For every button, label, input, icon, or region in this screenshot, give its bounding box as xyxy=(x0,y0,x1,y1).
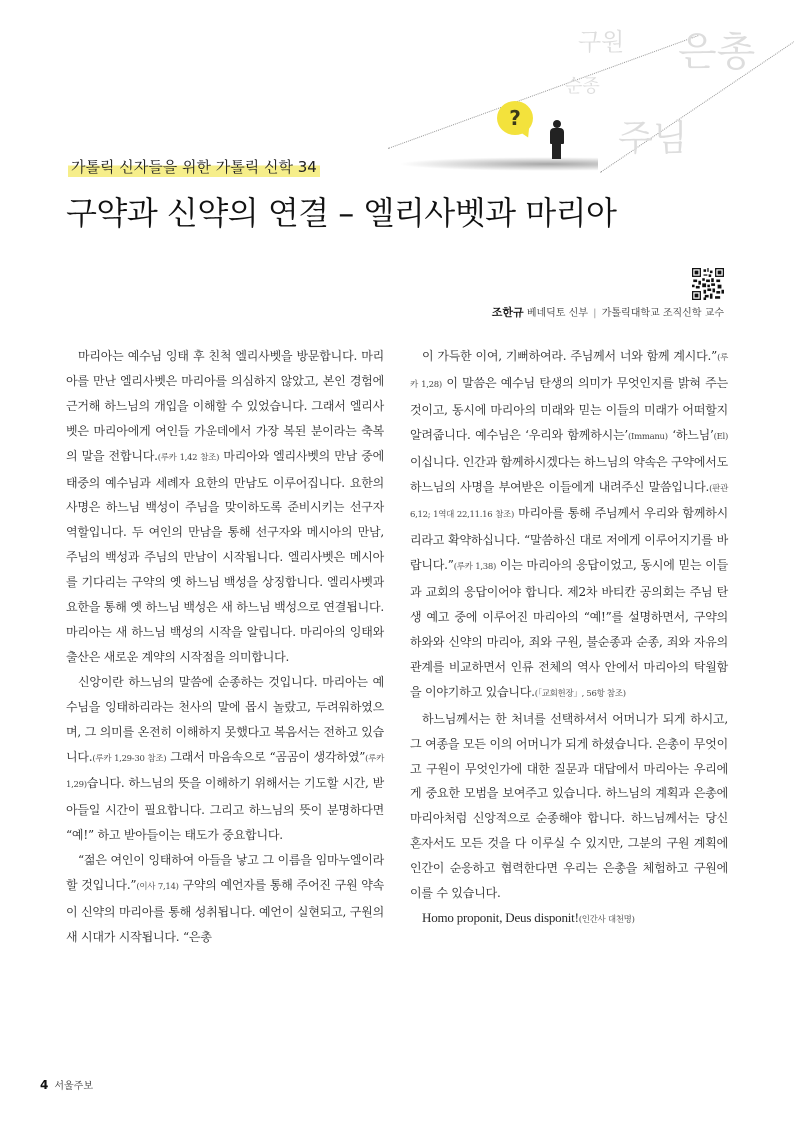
citation-reference: (인간사 대천명) xyxy=(578,914,635,925)
figure-legs xyxy=(552,143,561,159)
body-text: 이 가득한 이여, 기뻐하여라. 주님께서 너와 함께 계시다.” xyxy=(422,349,718,363)
body-text: 이십니다. 인간과 함께하시겠다는 하느님의 약속은 구약에서도 하느님의 사명을 부여받은 이들에게 내려주신 말씀입니다. xyxy=(410,454,728,494)
ghost-word-eunchong: 은총 xyxy=(678,29,756,75)
ghost-word-guwon: 구원 xyxy=(578,28,625,56)
page-number: 4 xyxy=(40,1078,49,1092)
body-text: 습니다. 하느님의 뜻을 이해하기 위해서는 기도할 시간, 받아들일 시간이 필요합니다. 그리고 하느님의 뜻이 분명하다면 “예!” 하고 받아들이는 태도가 중요합니다. xyxy=(66,776,384,843)
citation-reference: (루카 1,28) xyxy=(410,353,728,390)
ghost-word-sunjong: 순종 xyxy=(565,76,600,97)
body-paragraph xyxy=(66,848,384,950)
latin-proverb: Homo proponit, Deus disponit! xyxy=(422,909,579,925)
byline-separator: | xyxy=(593,308,597,319)
body-text: 이 말씀은 예수님 탄생의 의미가 무엇인지를 밝혀 주는 것이고, 동시에 마리아의 미래와 믿는 이들의 미래가 어떠할지 알려줍니다. 예수님은 ‘우리와 함께하시는’ xyxy=(410,375,729,442)
citation-reference: (루카 1,29) xyxy=(66,753,384,791)
body-text: 신앙이란 하느님의 말씀에 순종하는 것입니다. 마리아는 예수님을 잉태하리라는 천사의 말에 몹시 놀랐고, 두려워하였으며, 그 의미를 온전히 이해하지 못했다고 복음서는 전하고 있습니다. xyxy=(66,674,384,764)
author-byline xyxy=(492,304,724,320)
body-paragraph xyxy=(410,344,728,707)
qr-code-icon xyxy=(692,268,724,300)
ghost-word-junim: 주님 xyxy=(618,118,688,159)
body-text: “젊은 여인이 잉태하여 아들을 낳고 그 이름을 임마누엘이라 할 것입니다.” xyxy=(66,853,384,893)
citation-reference: (「교회헌장」, 56항 참조) xyxy=(534,688,626,699)
body-text: 마리아를 통해 주님께서 우리와 함께하시리라고 확약하십니다. “말씀하신 대로 저에게 이루어지기를 바랍니다.” xyxy=(410,506,728,573)
body-text: ‘하느님’ xyxy=(667,427,714,442)
body-paragraph xyxy=(410,906,728,933)
citation-reference: (루카 1,29-30 참조) xyxy=(92,753,167,764)
body-paragraph xyxy=(66,670,384,848)
article-column-right xyxy=(410,344,728,933)
body-text: 마리아는 예수님 잉태 후 친척 엘리사벳을 방문합니다. 마리아를 만난 엘리사벳은 마리아를 의심하지 않았고, 본인 경험에 근거해 하느님의 개입을 이해할 수 있었습니다. 그래서 엘리사벳은 마리아에게 여인들 가운데에서 가장 복된 분이라는 축복의 말을 전합니다. xyxy=(66,349,384,463)
figure-head xyxy=(553,120,561,128)
body-paragraph xyxy=(66,344,384,670)
body-text: 구약의 예언자를 통해 주어진 구원 약속이 신약의 마리아를 통해 성취됩니다. 예언이 실현되고, 구원의 새 시대가 시작됩니다. “은총 xyxy=(66,878,385,944)
citation-reference: (루카 1,42 참조) xyxy=(157,452,220,463)
article-column-left xyxy=(66,344,384,950)
citation-reference: (판관 6,12; 1역대 22,11.16 참조) xyxy=(410,483,728,521)
citation-reference: (El) xyxy=(713,431,728,442)
article-title: 구약과 신약의 연결 – 엘리사벳과 마리아 xyxy=(66,194,617,232)
body-text: 마리아와 엘리사벳의 만남 중에 태중의 예수님과 세례자 요한의 만남도 이루어집니다. 요한의 사명은 하느님 백성이 주님을 맞이하도록 준비시키는 선구자 역할입니다. 두 여인의 만남을 통해 선구자와 메시아의 만남, 주님의 백성과 주님의 만남이 시작됩니다. 엘리사벳은 메시아를 기다리는 구약의 옛 하느님 백성을 상징합니다. 엘리사벳과 요한을 통해 옛 하느님 백성은 새 하느님 백성으로 연결됩니다. 마리아는 새 하느님 백성의 시작을 알립니다. 마리아의 잉태와 출산은 새로운 계약의 시작점을 의미합니다. xyxy=(66,448,384,664)
body-text: 그래서 마음속으로 “곰곰이 생각하였” xyxy=(166,749,366,764)
page-footer xyxy=(40,1077,93,1092)
series-label: 가톨릭 신자들을 위한 가톨릭 신학 34 xyxy=(68,156,320,177)
figure-body xyxy=(550,128,564,144)
citation-reference: (이사 7,14) xyxy=(136,882,179,893)
author-affiliation: 가톨릭대학교 조직신학 교수 xyxy=(601,308,724,319)
author-name: 조한규 xyxy=(491,306,524,319)
question-bubble-icon: ? xyxy=(497,101,533,135)
author-title: 베네딕토 신부 xyxy=(526,308,588,319)
body-paragraph xyxy=(410,707,728,906)
citation-reference: (루카 1,38) xyxy=(453,562,496,573)
body-text: 하느님께서는 한 처녀를 선택하셔서 어머니가 되게 하시고, 그 여종을 모든 이의 어머니가 되게 하셨습니다. 은총이 무엇이고 구원이 무엇인가에 대한 질문과 대답에서 마리아는 우리에게 중요한 모범을 보여주고 있습니다. 하느님의 계획과 은총에 마리아처럼 신앙적으로 순종해야 합니다. 하느님께서는 당신 혼자서도 모든 것을 다 이루실 수 있지만, 그분의 구원 계획에 인간이 순응하고 협력한다면 우리는 은총을 체험하고 구원에 이를 수 있습니다. xyxy=(410,711,728,901)
figure-shadow xyxy=(398,157,598,171)
citation-reference: (Immanu) xyxy=(628,431,668,442)
body-text: 이는 마리아의 응답이었고, 동시에 믿는 이들과 교회의 응답이어야 합니다. 제2차 바티칸 공의회는 주님 탄생 예고 중에 이루어진 마리아의 “예!”를 설명하면서, 구약의 하와와 신약의 마리아, 죄와 구원, 불순종과 순종, 죄와 자유의 관계를 비교하면서 인류 전체의 역사 안에서 마리아의 탁월함을 이야기하고 있습니다. xyxy=(410,558,729,699)
publication-name: 서울주보 xyxy=(54,1081,93,1092)
